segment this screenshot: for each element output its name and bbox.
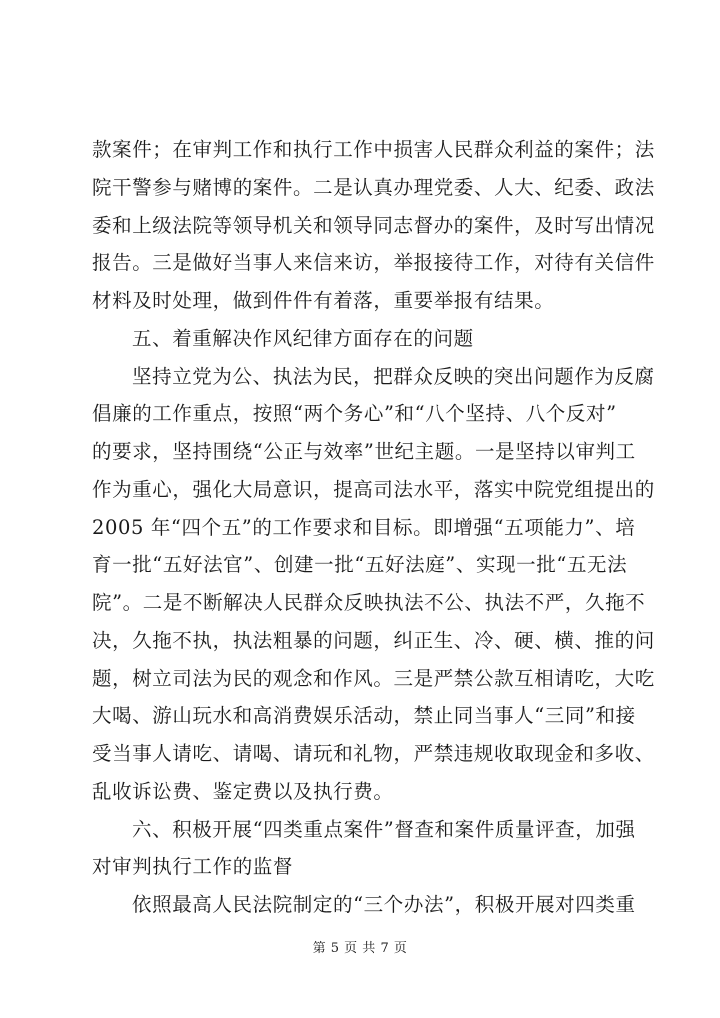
page-number-footer: 第 5 页 共 7 页 xyxy=(312,941,408,956)
body-text-line: 乱收诉讼费、鉴定费以及执行费。 xyxy=(92,780,394,803)
body-text-line: 决，久拖不执，执法粗暴的问题，纠正生、冷、硬、横、推的问 xyxy=(92,629,655,652)
body-text-line: 的要求，坚持围绕“公正与效率”世纪主题。一是坚持以审判工 xyxy=(92,440,636,463)
body-text-line: 院”。二是不断解决人民群众反映执法不公、执法不严，久拖不 xyxy=(92,591,646,614)
body-text-line: 作为重心，强化大局意识，提高司法水平，落实中院党组提出的 xyxy=(92,478,655,501)
body-text-line: 款案件；在审判工作和执行工作中损害人民群众利益的案件；法 xyxy=(92,138,655,161)
body-text-line: 题，树立司法为民的观念和作风。三是严禁公款互相请吃，大吃 xyxy=(92,667,655,690)
section-heading-six-continued: 对审判执行工作的监督 xyxy=(92,855,294,878)
body-text-line: 大喝、游山玩水和高消费娱乐活动，禁止同当事人“三同”和接 xyxy=(92,704,636,727)
body-text-line: 院干警参与赌博的案件。二是认真办理党委、人大、纪委、政法 xyxy=(92,176,655,199)
body-text-line: 依照最高人民法院制定的“三个办法”，积极开展对四类重 xyxy=(132,893,636,916)
body-text-line: 材料及时处理，做到件件有着落，重要举报有结果。 xyxy=(92,289,555,312)
section-heading-five: 五、着重解决作风纪律方面存在的问题 xyxy=(132,327,474,350)
body-text-line: 2005 年“四个五”的工作要求和目标。即增强“五项能力”、培 xyxy=(92,516,636,539)
section-heading-six: 六、积极开展“四类重点案件”督查和案件质量评查，加强 xyxy=(132,818,636,841)
body-text-line: 报告。三是做好当事人来信来访，举报接待工作，对待有关信件 xyxy=(92,251,655,274)
body-text-line: 倡廉的工作重点，按照“两个务心”和“八个坚持、八个反对” xyxy=(92,402,617,425)
body-text-line: 坚持立党为公、执法为民，把群众反映的突出问题作为反腐 xyxy=(132,365,655,388)
body-text-line: 委和上级法院等领导机关和领导同志督办的案件，及时写出情况 xyxy=(92,214,655,237)
body-text-line: 受当事人请吃、请喝、请玩和礼物，严禁违规收取现金和多收、 xyxy=(92,742,655,765)
body-text-line: 育一批“五好法官”、创建一批“五好法庭”、实现一批“五无法 xyxy=(92,553,628,576)
